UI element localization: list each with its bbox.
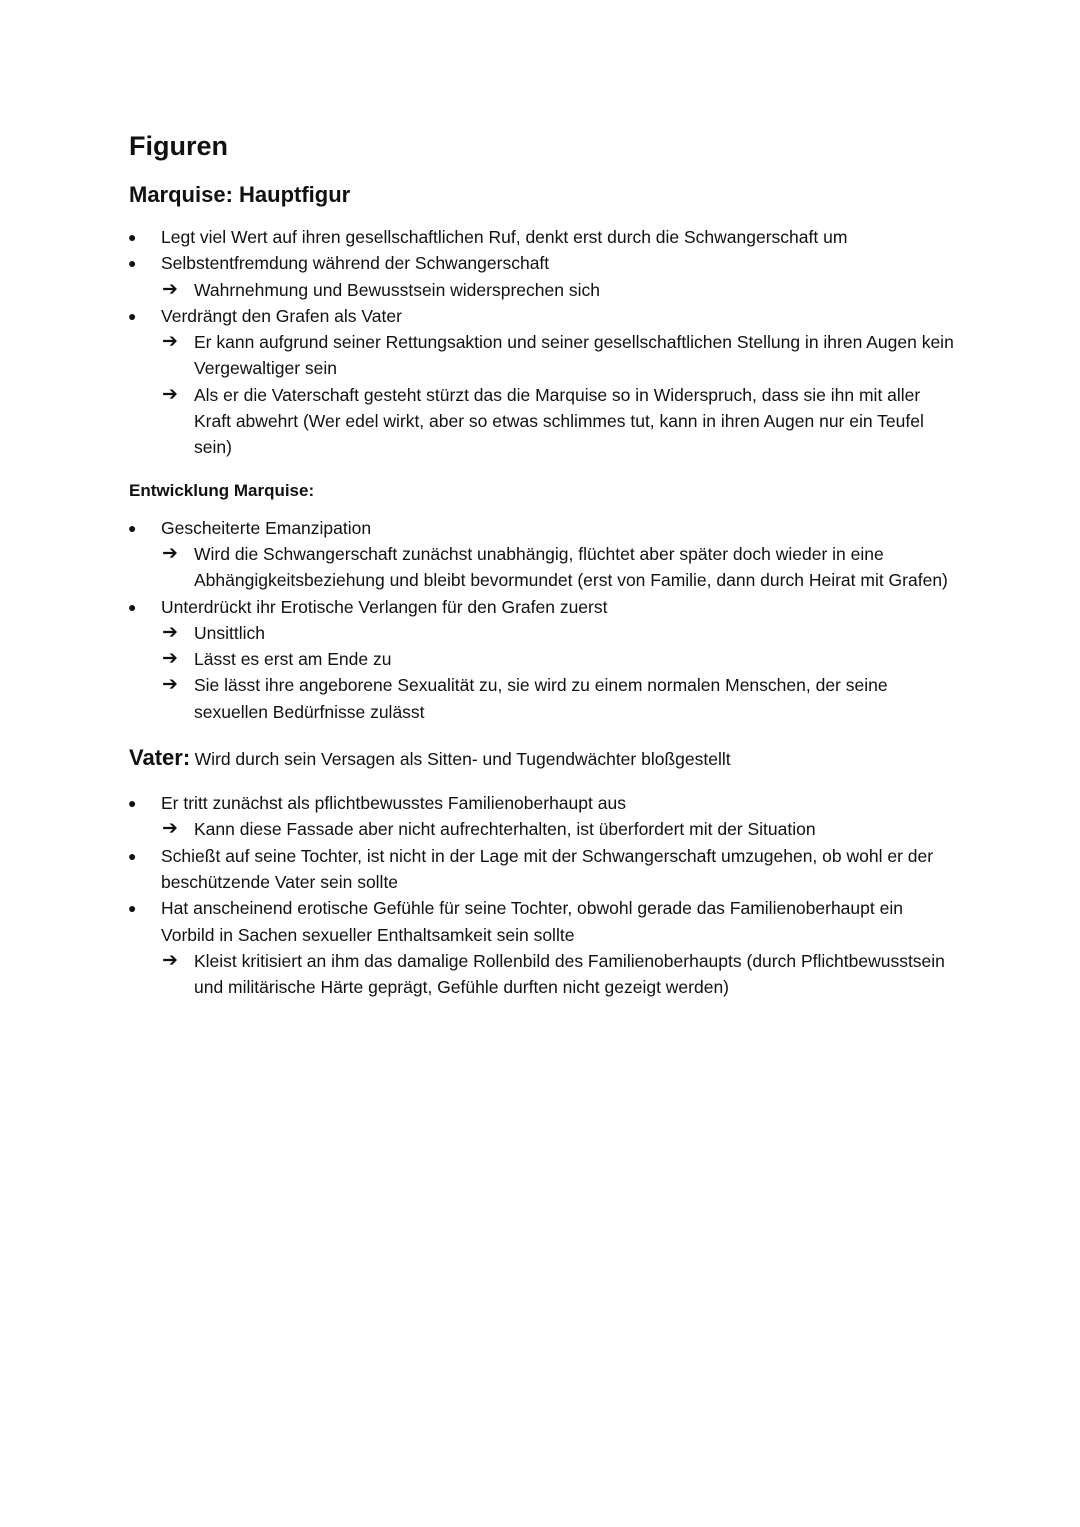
sub-list xyxy=(161,329,959,460)
item-text: Hat anscheinend erotische Gefühle für seine Tochter, obwohl gerade das Familienoberhaupt ein Vorbild in Sachen sexueller Enthaltsamkeit sein sollte xyxy=(161,898,903,945)
sub-list-item xyxy=(161,620,959,646)
marquise-list xyxy=(129,224,959,461)
list-item xyxy=(129,843,959,896)
sub-list xyxy=(161,541,959,594)
arrow-right-icon: ➔ xyxy=(162,818,178,840)
sub-list-item xyxy=(161,816,959,842)
list-item xyxy=(129,895,959,1000)
section-heading-vater xyxy=(129,743,959,776)
arrow-right-icon: ➔ xyxy=(162,949,178,971)
section-heading-entwicklung: Entwicklung Marquise: xyxy=(129,480,315,500)
bullet-icon: ● xyxy=(128,795,137,812)
sub-list-item xyxy=(161,541,959,594)
sub-item-text: Als er die Vaterschaft gesteht stürzt das die Marquise so in Widerspruch, dass sie ihn mit aller Kraft abwehrt (Wer edel wirkt, aber so etwas schlimmes tut, kann in ihren Augen nur ein Teufel sein) xyxy=(194,384,924,458)
sub-item-text: Lässt es erst am Ende zu xyxy=(194,649,392,670)
vater-list xyxy=(129,790,959,1000)
sub-item-text: Kann diese Fassade aber nicht aufrechterhalten, ist überfordert mit der Situation xyxy=(194,819,816,840)
list-item xyxy=(129,224,959,250)
page-title: Figuren xyxy=(129,131,228,161)
entwicklung-list xyxy=(129,515,959,725)
list-item xyxy=(129,303,959,461)
document-content xyxy=(129,128,959,1018)
section-heading-marquise: Marquise: Hauptfigur xyxy=(129,182,351,207)
bullet-icon: ● xyxy=(128,255,137,272)
sub-list-item xyxy=(161,277,959,303)
list-item xyxy=(129,790,959,843)
item-text: Schießt auf seine Tochter, ist nicht in der Lage mit der Schwangerschaft umzugehen, ob wohl er der beschützende Vater sein sollte xyxy=(161,845,934,892)
sub-item-text: Wahrnehmung und Bewusstsein widersprechen sich xyxy=(194,279,600,300)
sub-item-text: Wird die Schwangerschaft zunächst unabhängig, flüchtet aber später doch wieder in eine Abhängigkeitsbeziehung und bleibt bevormundet (erst von Familie, dann durch Heirat mit Grafen) xyxy=(194,543,948,591)
sub-list xyxy=(161,277,959,303)
arrow-right-icon: ➔ xyxy=(162,542,178,564)
arrow-right-icon: ➔ xyxy=(162,621,178,643)
arrow-right-icon: ➔ xyxy=(162,278,178,300)
bullet-icon: ● xyxy=(128,229,137,245)
item-text: Gescheiterte Emanzipation xyxy=(161,517,372,538)
sub-list xyxy=(161,620,959,725)
sub-list-item xyxy=(161,329,959,382)
sub-list-item xyxy=(161,672,959,725)
sub-list-item xyxy=(161,948,959,1001)
vater-description: Wird durch sein Versagen als Sitten- und Tugendwächter bloßgestellt xyxy=(194,749,731,770)
sub-item-text: Sie lässt ihre angeborene Sexualität zu, sie wird zu einem normalen Menschen, der seine sexuellen Bedürfnisse zulässt xyxy=(194,675,888,722)
arrow-right-icon: ➔ xyxy=(162,674,178,696)
sub-item-text: Kleist kritisiert an ihm das damalige Rollenbild des Familienoberhaupts (durch Pflichtbewusstsein und militärische Härte geprägt, Gefühle durften nicht gezeigt werden) xyxy=(194,950,945,998)
item-text: Verdrängt den Grafen als Vater xyxy=(161,305,402,326)
bullet-icon: ● xyxy=(128,900,137,917)
sub-list xyxy=(161,816,959,842)
bullet-icon: ● xyxy=(128,519,137,536)
list-item xyxy=(129,250,959,303)
item-text: Legt viel Wert auf ihren gesellschaftlichen Ruf, denkt erst durch die Schwangerschaft um xyxy=(161,227,848,247)
vater-label: Vater: xyxy=(129,745,191,771)
sub-item-text: Unsittlich xyxy=(194,622,265,643)
bullet-icon: ● xyxy=(128,307,137,324)
item-text: Selbstentfremdung während der Schwangerschaft xyxy=(161,253,550,274)
list-item xyxy=(129,594,959,725)
sub-list xyxy=(161,948,959,1001)
arrow-right-icon: ➔ xyxy=(162,331,178,353)
sub-list-item xyxy=(161,382,959,461)
item-text: Unterdrückt ihr Erotische Verlangen für den Grafen zuerst xyxy=(161,596,608,617)
arrow-right-icon: ➔ xyxy=(162,383,178,405)
sub-item-text: Er kann aufgrund seiner Rettungsaktion und seiner gesellschaftlichen Stellung in ihren Augen kein Vergewaltiger sein xyxy=(194,332,954,379)
sub-list-item xyxy=(161,646,959,672)
list-item xyxy=(129,515,959,594)
arrow-right-icon: ➔ xyxy=(162,648,178,670)
bullet-icon: ● xyxy=(128,598,137,615)
bullet-icon: ● xyxy=(128,847,137,864)
item-text: Er tritt zunächst als pflichtbewusstes Familienoberhaupt aus xyxy=(161,793,626,814)
